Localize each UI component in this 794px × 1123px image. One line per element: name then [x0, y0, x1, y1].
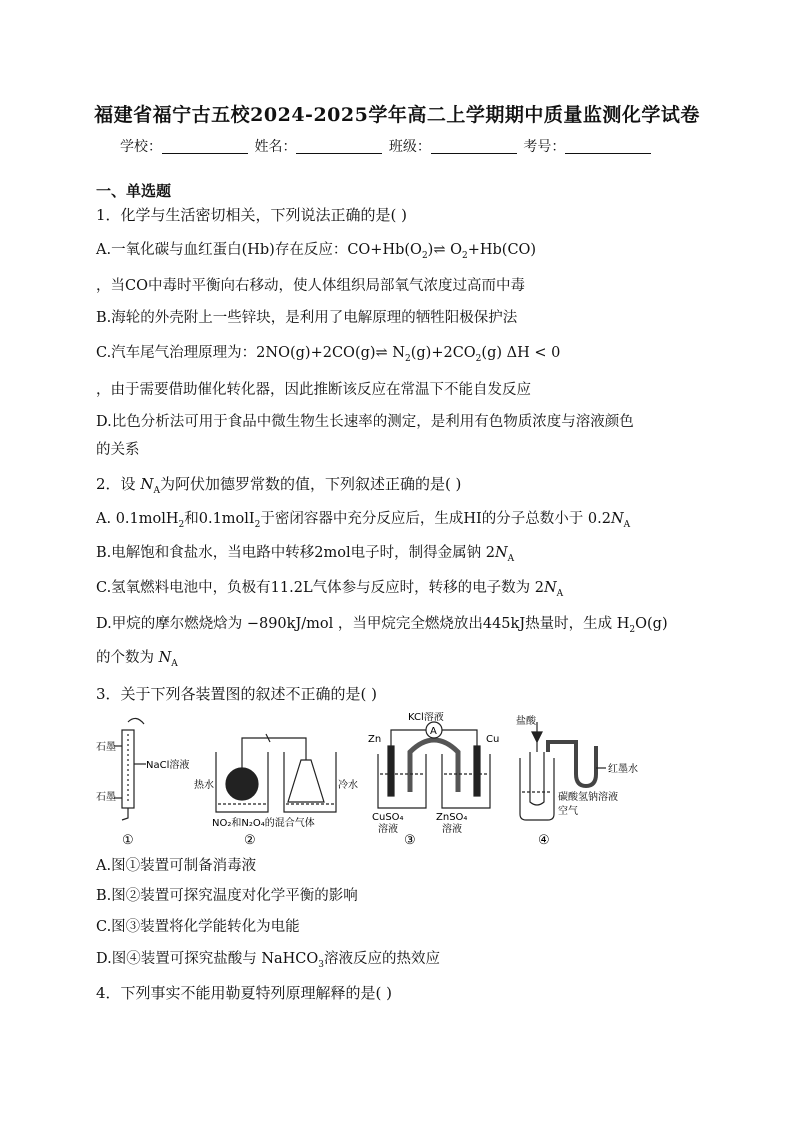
inner-tube — [530, 752, 544, 805]
q1-option-b: B.海轮的外壳附上一些锌块，是利用了电解原理的牺牲阳极保护法 — [96, 310, 518, 326]
fig1-number: ① — [122, 833, 134, 848]
wire-top — [128, 718, 144, 724]
dark-flask — [226, 768, 258, 800]
fig3-kcl-label: KCl溶液 — [408, 712, 444, 723]
cu-electrode — [474, 746, 480, 796]
q1-option-d: D.比色分析法可用于食品中微生物生长速率的测定，是利用有色物质浓度与溶液颜色 — [96, 414, 634, 430]
u-tube — [548, 742, 596, 786]
exam-number-field[interactable] — [565, 139, 651, 154]
school-field[interactable] — [162, 139, 248, 154]
fig3-right-solution-2: 溶液 — [442, 824, 462, 835]
connecting-tube — [242, 738, 306, 768]
q3-option-c: C.图③装置将化学能转化为电能 — [96, 919, 300, 935]
fig2-bottom-label: NO₂和N₂O₄的混合气体 — [212, 818, 315, 829]
fig4-solution-label: 碳酸氢钠溶液 — [558, 792, 618, 803]
dropper-tip — [532, 732, 542, 742]
q3-option-d: D.图④装置可探究盐酸与 NaHCO$_3$溶液反应的热效应 — [96, 951, 441, 970]
q2-option-a: A. 0.1molH$_2$和0.1molI$_2$于密闭容器中充分反应后，生成HI的分子总数小于 $0.2N_A$ — [96, 511, 631, 530]
q1-option-d-cont: 的关系 — [96, 442, 140, 458]
q3-stem: 3．关于下列各装置图的叙述不正确的是( ) — [96, 685, 378, 703]
q3-option-a: A.图①装置可制备消毒液 — [96, 858, 257, 874]
figure-1 — [114, 718, 146, 820]
outer-flask — [520, 758, 554, 820]
section-heading: 一、单选题 — [96, 182, 172, 200]
fig2-cold-label: 冷水 — [338, 780, 358, 791]
q1-option-a: A.一氧化碳与血红蛋白(Hb)存在反应：$CO+Hb(O_2)\rightleftharpoons$ $O_2+Hb(CO)$ — [96, 242, 537, 261]
q2-option-d-cont: 的个数为 $N_A$ — [96, 650, 178, 669]
figure-2 — [216, 734, 336, 812]
apparatus-figures — [96, 712, 696, 852]
exam-number-label: 考号： — [523, 139, 566, 155]
fig3-left-solution: CuSO₄ — [372, 812, 404, 823]
right-beaker — [442, 754, 490, 808]
left-beaker — [378, 754, 426, 808]
q2-option-b: B.电解饱和食盐水，当电路中转移2mol电子时，制得金属钠 $2N_A$ — [96, 545, 515, 564]
q1-stem: 1．化学与生活密切相关，下列说法正确的是( ) — [96, 206, 408, 224]
fig1-mid-label: NaCl溶液 — [146, 760, 190, 771]
q1-option-a-cont: ，当CO中毒时平衡向右移动，使人体组织局部氧气浓度过高而中毒 — [96, 278, 525, 294]
light-flask — [288, 760, 324, 802]
school-label: 学校： — [120, 139, 162, 155]
salt-bridge — [410, 740, 458, 792]
fig2-number: ② — [244, 833, 256, 848]
fig4-number: ④ — [538, 833, 550, 848]
q1-option-c: C.汽车尾气治理原理为：2NO(g)+2CO(g)⇌ $N_2(g)+2CO_2(g) \Delta H < 0$ — [96, 345, 561, 364]
fig3-cu-label: Cu — [486, 734, 500, 745]
wire-bottom — [122, 808, 128, 820]
name-field[interactable] — [296, 139, 382, 154]
fig3-right-solution: ZnSO₄ — [436, 812, 468, 823]
class-label: 班级： — [388, 139, 431, 155]
cold-water-beaker — [284, 752, 336, 812]
fig3-number: ③ — [404, 833, 416, 848]
q2-option-d: D.甲烷的摩尔燃烧焓为 −890kJ/mol ，当甲烷完全燃烧放出445kJ热量时，生成 $H_2O(g)$ — [96, 616, 668, 635]
exam-title: 福建省福宁古五校2024-2025学年高二上学期期中质量监测化学试卷 — [94, 104, 700, 126]
fig4-red-ink-label: 红墨水 — [608, 764, 638, 775]
student-info-row — [120, 136, 653, 156]
fig3-left-solution-2: 溶液 — [378, 824, 398, 835]
name-label: 姓名： — [254, 139, 297, 155]
q4-stem: 4．下列事实不能用勒夏特列原理解释的是( ) — [96, 984, 393, 1002]
fig4-air-label: 空气 — [558, 806, 578, 817]
q2-option-c: C.氢氧燃料电池中，负极有11.2L气体参与反应时，转移的电子数为 $2N_A$ — [96, 580, 564, 599]
fig1-bot-label: 石墨 — [96, 792, 116, 803]
fig2-hot-label: 热水 — [194, 780, 214, 791]
class-field[interactable] — [431, 139, 517, 154]
fig4-acid-label: 盐酸 — [516, 716, 536, 727]
q1-option-c-cont: ，由于需要借助催化转化器，因此推断该反应在常温下不能自发反应 — [96, 382, 531, 398]
fig1-top-label: 石墨 — [96, 742, 116, 753]
q2-stem: 2．设 $N_A$为阿伏加德罗常数的值，下列叙述正确的是( ) — [96, 475, 462, 496]
zn-electrode — [388, 746, 394, 796]
q3-option-b: B.图②装置可探究温度对化学平衡的影响 — [96, 888, 358, 904]
fig3-meter-label: A — [430, 726, 437, 737]
fig3-zn-label: Zn — [368, 734, 382, 745]
